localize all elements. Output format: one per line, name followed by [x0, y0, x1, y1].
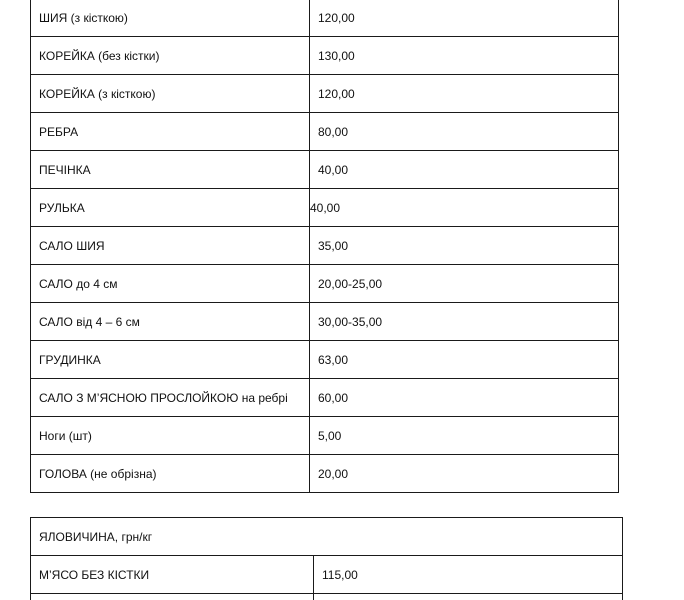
product-price: 120,00 — [310, 75, 619, 113]
product-name: САЛО З М’ЯСНОЮ ПРОСЛОЙКОЮ на ребрі — [31, 379, 310, 417]
table-row — [31, 113, 619, 151]
table-row — [31, 227, 619, 265]
product-price: 115,00 — [314, 556, 623, 594]
product-name: САЛО ШИЯ — [31, 227, 310, 265]
product-name: ГОЛОВА (не обрізна) — [31, 455, 310, 493]
product-price: 35,00 — [310, 227, 619, 265]
product-name: РУЛЬКА — [31, 189, 310, 227]
table-row — [31, 151, 619, 189]
product-price: 20,00 — [310, 455, 619, 493]
product-name-empty — [31, 594, 314, 600]
pork-price-table — [30, 0, 619, 493]
product-price: 120,00 — [310, 0, 619, 37]
table-row — [31, 0, 619, 37]
product-price: 80,00 — [310, 113, 619, 151]
product-name: ШИЯ (з кісткою) — [31, 0, 310, 37]
product-price: 20,00-25,00 — [310, 265, 619, 303]
table-header-row — [31, 518, 623, 556]
table-row — [31, 379, 619, 417]
product-name: М’ЯСО БЕЗ КІСТКИ — [31, 556, 314, 594]
table-row — [31, 455, 619, 493]
product-price: 40,00 — [310, 189, 619, 227]
table-row — [31, 341, 619, 379]
product-name: ПЕЧІНКА — [31, 151, 310, 189]
table-row — [31, 37, 619, 75]
product-name: КОРЕЙКА (з кісткою) — [31, 75, 310, 113]
table-row — [31, 556, 623, 594]
product-price-empty — [314, 594, 623, 600]
product-price: 40,00 — [310, 151, 619, 189]
table-row — [31, 303, 619, 341]
product-price: 30,00-35,00 — [310, 303, 619, 341]
product-price: 130,00 — [310, 37, 619, 75]
table-row — [31, 417, 619, 455]
table-row — [31, 75, 619, 113]
product-name: САЛО від 4 – 6 см — [31, 303, 310, 341]
table-row — [31, 594, 623, 600]
product-price: 60,00 — [310, 379, 619, 417]
product-name: КОРЕЙКА (без кістки) — [31, 37, 310, 75]
product-name: РЕБРА — [31, 113, 310, 151]
product-price: 5,00 — [310, 417, 619, 455]
table-row — [31, 265, 619, 303]
table-row — [31, 189, 619, 227]
product-name: Ноги (шт) — [31, 417, 310, 455]
product-price: 63,00 — [310, 341, 619, 379]
product-name: ГРУДИНКА — [31, 341, 310, 379]
product-name: САЛО до 4 см — [31, 265, 310, 303]
beef-table-header: ЯЛОВИЧИНА, грн/кг — [31, 518, 623, 556]
beef-price-table — [30, 517, 623, 600]
